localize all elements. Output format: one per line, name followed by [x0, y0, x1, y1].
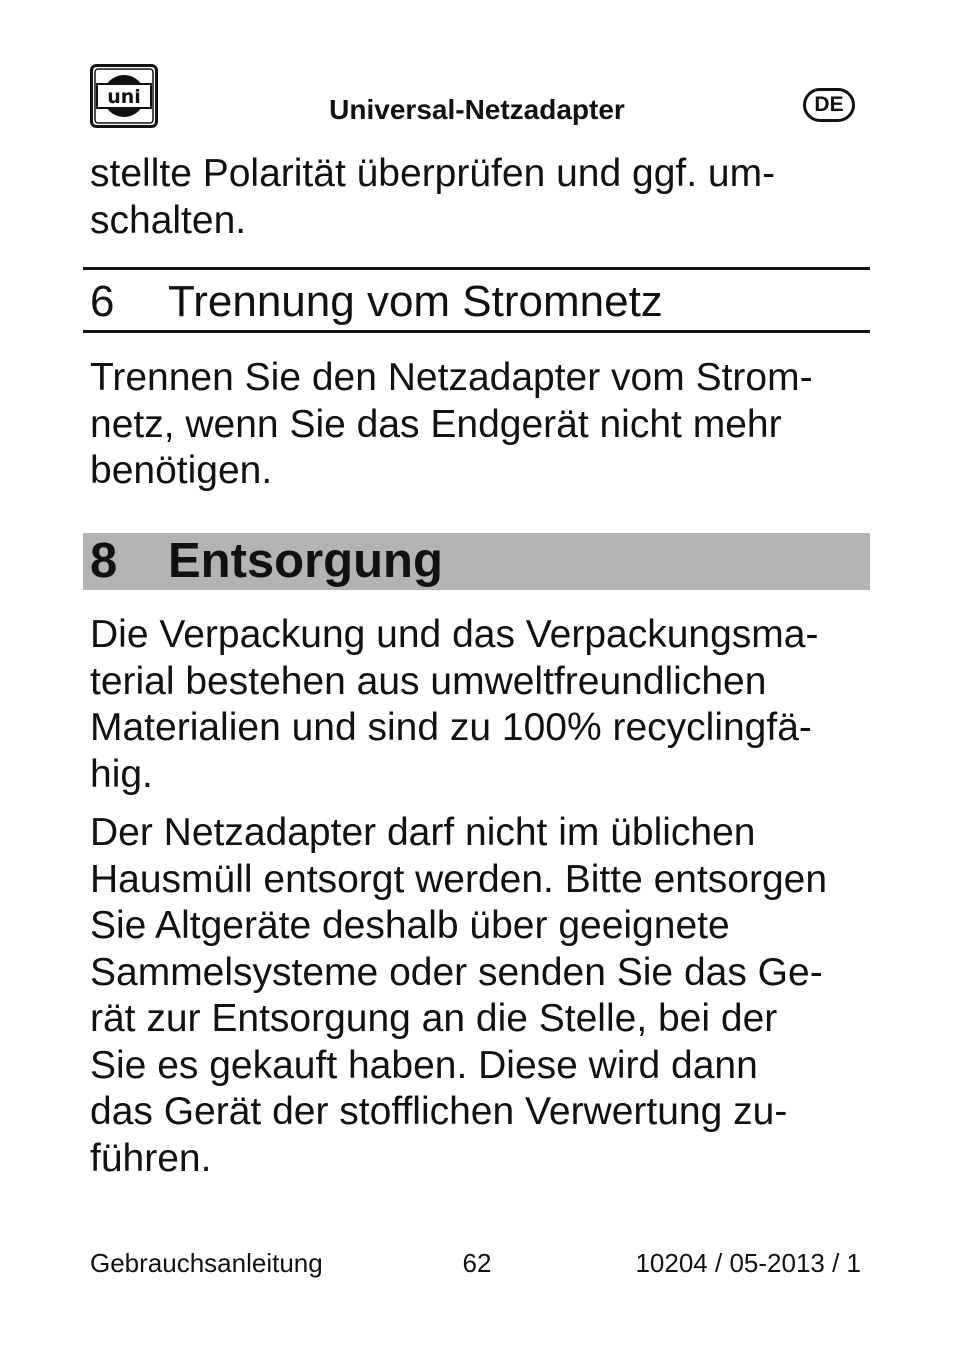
text-line: Sammelsysteme oder senden Sie das Ge- [90, 950, 823, 994]
section-6-heading [90, 276, 663, 328]
section-8-paragraph-1 [90, 612, 818, 798]
section-number: 6 [90, 277, 115, 326]
section-8-heading [90, 533, 443, 590]
text-line: Sie Altgeräte deshalb über geeignete [90, 904, 730, 947]
text-line: benötigen. [90, 449, 273, 492]
section-number: 8 [90, 534, 118, 588]
text-line: rät zur Entsorgung an die Stelle, bei der [90, 997, 778, 1040]
section-title: Trennung vom Stromnetz [168, 277, 663, 326]
text-line: schalten. [90, 198, 247, 242]
section-rule-bottom [83, 330, 870, 333]
footer-doc-type: Gebrauchsanleitung [90, 1248, 323, 1278]
text-line: Sie es gekauft haben. Diese wird dann [90, 1043, 758, 1087]
page-number: 62 [462, 1248, 492, 1278]
header-title: Universal-Netzadapter [329, 94, 625, 125]
footer-doc-id: 10204 / 05-2013 / 1 [635, 1248, 861, 1278]
text-line: Materialien und sind zu 100% recyclingfä- [90, 706, 812, 749]
logo-text: uni [107, 86, 141, 108]
section-8-paragraph-2 [90, 810, 827, 1182]
text-line: hig. [90, 752, 153, 796]
text-line: netz, wenn Sie das Endgerät nicht mehr [90, 402, 782, 446]
intro-paragraph [90, 151, 775, 244]
text-line: Die Verpackung und das Verpackungsma- [90, 613, 819, 656]
text-line: Der Netzadapter darf nicht im üblichen [90, 811, 756, 854]
text-line: Trennen Sie den Netzadapter vom Strom- [90, 356, 813, 399]
text-line: terial bestehen aus umweltfreundlichen [90, 659, 767, 703]
section-title: Entsorgung [168, 534, 443, 588]
text-line: Hausmüll entsorgt werden. Bitte entsorgen [90, 857, 828, 901]
text-line: das Gerät der stofflichen Verwertung zu- [90, 1090, 788, 1133]
text-line: stellte Polarität überprüfen und ggf. um- [90, 152, 776, 195]
section-6-paragraph [90, 355, 813, 495]
language-badge: DE [803, 88, 855, 122]
text-line: führen. [90, 1136, 212, 1180]
section-rule-top [83, 267, 870, 270]
